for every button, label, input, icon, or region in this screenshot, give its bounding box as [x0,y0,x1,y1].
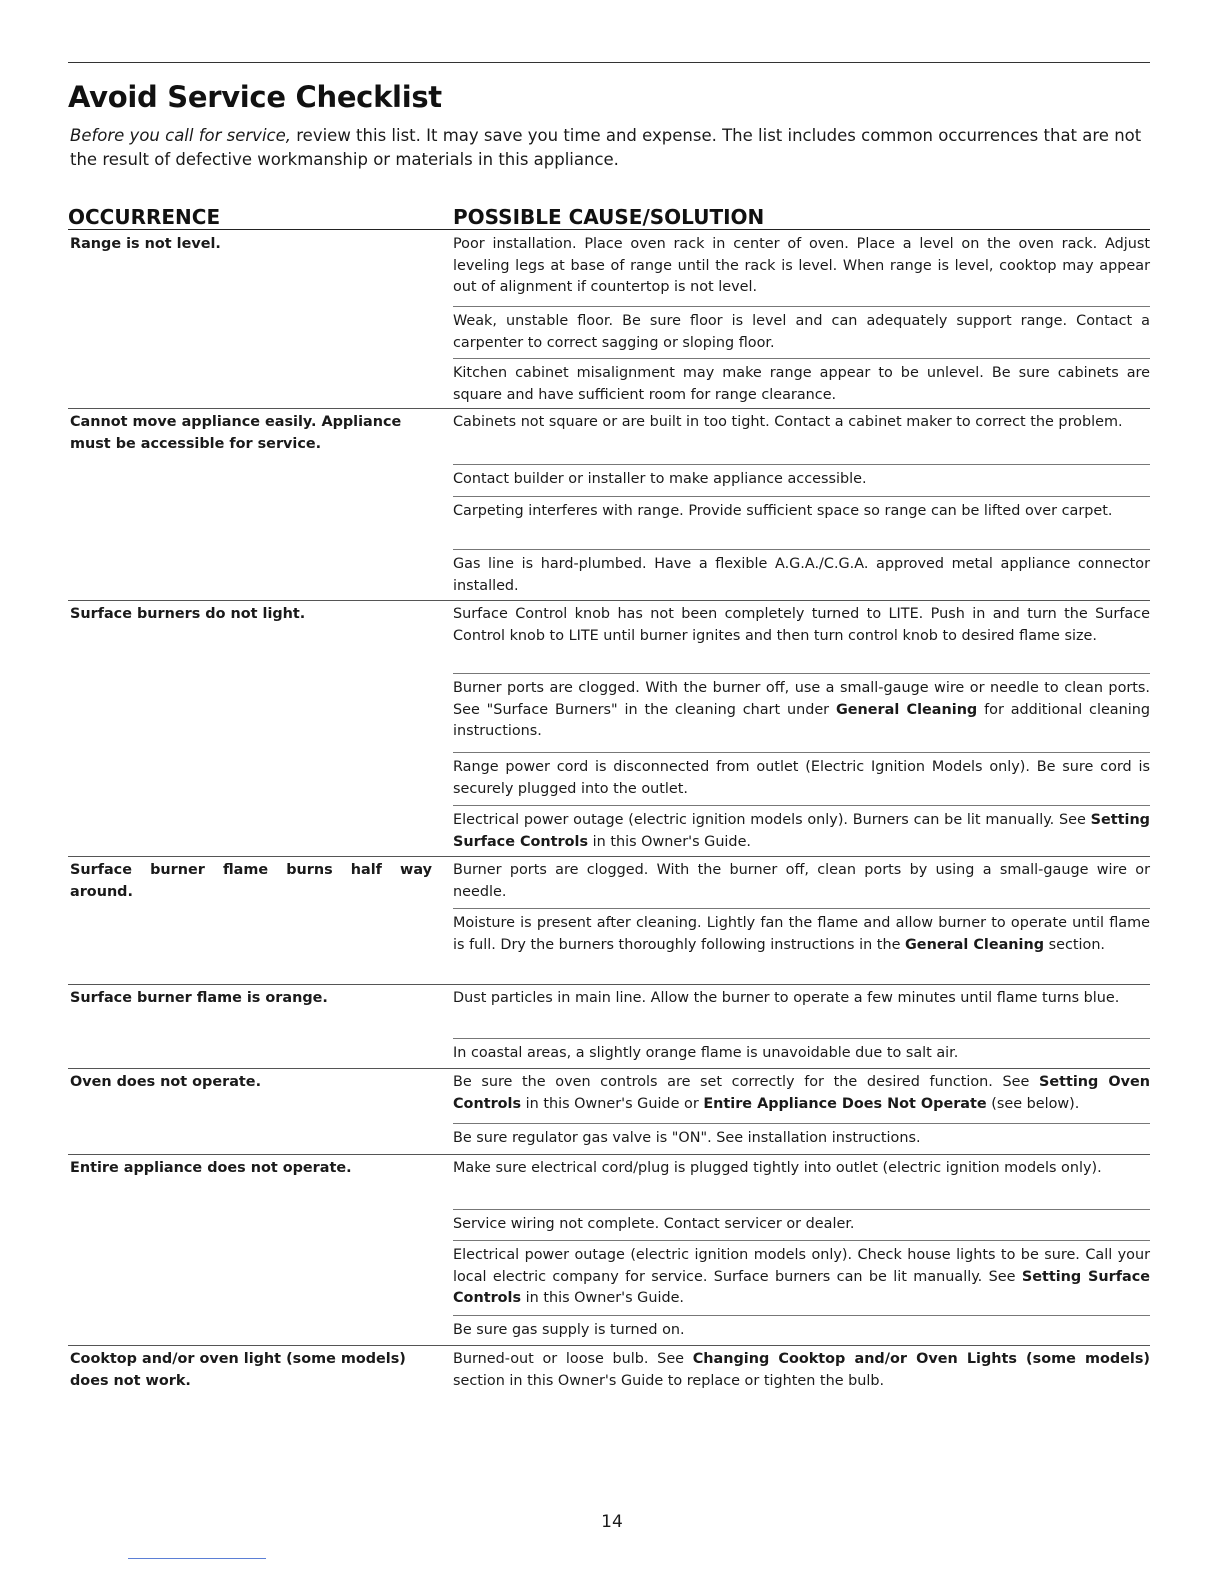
occurrence-text: Range is not level. [70,236,221,252]
solution-entry: Be sure gas supply is turned on. [453,1322,685,1338]
occurrence-text: Cooktop and/or oven light (some models) does not work. [70,1351,406,1389]
occurrence-text: Oven does not operate. [70,1074,262,1090]
table-header [68,205,1150,230]
occurrence-header: OCCURRENCE [68,205,221,229]
solution-entry: Make sure electrical cord/plug is plugged tightly into outlet (electric ignition models only). [453,1154,1150,1210]
checklist-row [68,1345,1150,1400]
page-number: 14 [601,1512,623,1532]
solution-entry: Cabinets not square or are built in too tight. Contact a cabinet maker to correct the problem. [453,408,1150,465]
solution-entry: In coastal areas, a slightly orange flame is unavoidable due to salt air. [453,1045,959,1061]
checklist-row [68,984,1150,1069]
solution-entry: Electrical power outage (electric ignition models only). Check house lights to be sure. Call your local electric company for service. Surface burners can be lit manually. See Setting Surface Controls in this Owner's Guide. [453,1241,1150,1316]
solution-entry: Weak, unstable floor. Be sure floor is level and can adequately support range. Contact a carpenter to correct sagging or sloping floor. [453,307,1150,359]
solution-entry: Burner ports are clogged. With the burner off, use a small-gauge wire or needle to clean ports. See "Surface Burners" in the cleaning chart under General Cleaning for additional cleaning instructions. [453,674,1150,753]
solution-entry: Gas line is hard-plumbed. Have a flexible A.G.A./C.G.A. approved metal appliance connector installed. [453,556,1150,594]
checklist-row [68,230,1150,409]
intro-lead: Before you call for service, [70,126,291,145]
solution-entry: Burned-out or loose bulb. See Changing Cooktop and/or Oven Lights (some models) section in this Owner's Guide to replace or tighten the bulb. [453,1351,1150,1389]
checklist-row [68,856,1150,985]
solution-entry: Range power cord is disconnected from outlet (Electric Ignition Models only). Be sure cord is securely plugged into the outlet. [453,753,1150,806]
intro-text: review this list. It may save you time and expense. The list includes common occurrences that are not the result of defective workmanship or materials in this appliance. [70,126,1142,169]
occurrence-text: Surface burner flame is orange. [70,990,328,1006]
occurrence-text: Cannot move appliance easily. Appliance must be accessible for service. [70,414,402,452]
checklist-row [68,1068,1150,1155]
occurrence-text: Surface burner flame burns half way around. [70,862,432,900]
top-rule [68,62,1150,63]
solution-entry: Moisture is present after cleaning. Lightly fan the flame and allow burner to operate until flame is full. Dry the burners thoroughly following instructions in the General Cleaning section. [453,915,1150,953]
solution-entry: Burner ports are clogged. With the burner off, clean ports by using a small-gauge wire or needle. [453,856,1150,909]
checklist-row [68,600,1150,857]
solution-header: POSSIBLE CAUSE/SOLUTION [453,205,765,229]
solution-entry: Surface Control knob has not been completely turned to LITE. Push in and turn the Surface Control knob to LITE until burner ignites and then turn control knob to desired flame size. [453,600,1150,674]
footer-line [128,1558,266,1559]
solution-entry: Contact builder or installer to make appliance accessible. [453,465,1150,497]
intro-paragraph [70,124,1150,172]
solution-entry: Electrical power outage (electric ignition models only). Burners can be lit manually. See Setting Surface Controls in this Owner's Guide. [453,812,1150,850]
solution-entry: Be sure regulator gas valve is "ON". See installation instructions. [453,1130,921,1146]
page-title: Avoid Service Checklist [68,80,442,114]
solution-entry: Service wiring not complete. Contact servicer or dealer. [453,1210,1150,1241]
checklist-row [68,1154,1150,1346]
solution-entry: Kitchen cabinet misalignment may make range appear to be unlevel. Be sure cabinets are square and have sufficient room for range clearance. [453,365,1150,403]
solution-entry: Carpeting interferes with range. Provide sufficient space so range can be lifted over carpet. [453,497,1150,550]
solution-entry: Be sure the oven controls are set correctly for the desired function. See Setting Oven Controls in this Owner's Guide or Entire Appliance Does Not Operate (see below). [453,1068,1150,1124]
checklist-row [68,408,1150,601]
solution-entry: Dust particles in main line. Allow the burner to operate a few minutes until flame turns blue. [453,984,1150,1039]
occurrence-text: Entire appliance does not operate. [70,1160,352,1176]
occurrence-text: Surface burners do not light. [70,606,306,622]
solution-entry: Poor installation. Place oven rack in center of oven. Place a level on the oven rack. Adjust leveling legs at base of range until the rack is level. When range is level, cooktop may appear out of alignment if countertop is not level. [453,230,1150,307]
